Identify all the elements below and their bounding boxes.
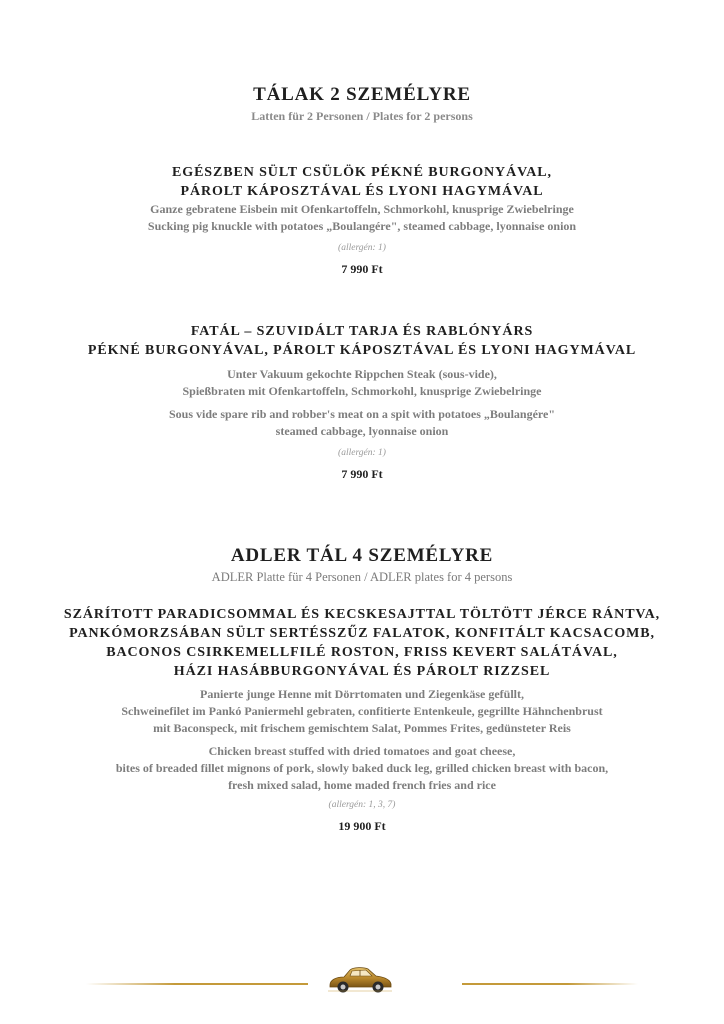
dish-title-line: EGÉSZBEN SÜLT CSÜLÖK PÉKNÉ BURGONYÁVAL, <box>172 165 552 180</box>
vintage-car-icon <box>326 965 394 995</box>
dish-description-line: bites of breaded fillet mignons of pork, slowly baked duck leg, grilled chicken breast with bacon, <box>115 761 609 775</box>
section-title: ADLER TÁL 4 SZEMÉLYRE <box>230 545 494 566</box>
dish-item <box>0 322 724 482</box>
dish-price: 7 990 Ft <box>341 262 383 276</box>
section-header-4-persons <box>0 545 724 585</box>
dish-title-line: BACONOS CSIRKEMELLFILÉ ROSTON, FRISS KEVERT SALÁTÁVAL, <box>106 645 618 660</box>
dish-description-line: Sucking pig knuckle with potatoes „Boulangére", steamed cabbage, lyonnaise onion <box>147 219 577 233</box>
dish-description-line: Ganze gebratene Eisbein mit Ofenkartoffeln, Schmorkohl, knusprige Zwiebelringe <box>150 202 574 216</box>
dish-title-line: PÉKNÉ BURGONYÁVAL, PÁROLT KÁPOSZTÁVAL ÉS LYONI HAGYMÁVAL <box>87 343 637 358</box>
dish-description-line: mit Baconspeck, mit frischem gemischtem Salat, Pommes Frites, gedünsteter Reis <box>153 721 571 735</box>
dish-title-line: PÁROLT KÁPOSZTÁVAL ÉS LYONI HAGYMÁVAL <box>180 184 544 199</box>
dish-description-line: Chicken breast stuffed with dried tomatoes and goat cheese, <box>208 744 516 758</box>
allergen-note: (allergén: 1) <box>338 243 386 253</box>
section-subtitle: ADLER Platte für 4 Personen / ADLER plates for 4 persons <box>211 570 513 584</box>
section-header-2-persons <box>0 84 724 124</box>
dish-item <box>0 605 724 834</box>
dish-title-line: HÁZI HASÁBBURGONYÁVAL ÉS PÁROLT RIZZSEL <box>173 664 551 679</box>
dish-description-line: Spießbraten mit Ofenkartoffeln, Schmorkohl, knusprige Zwiebelringe <box>182 384 542 398</box>
dish-price: 19 900 Ft <box>338 819 386 833</box>
dish-description-line: Unter Vakuum gekochte Rippchen Steak (sous-vide), <box>227 367 497 381</box>
dish-item <box>0 163 724 277</box>
allergen-note: (allergén: 1) <box>338 448 386 458</box>
dish-description-line: steamed cabbage, lyonnaise onion <box>275 424 449 438</box>
dish-title-line: FATÁL – SZUVIDÁLT TARJA ÉS RABLÓNYÁRS <box>190 324 534 339</box>
section-subtitle: Latten für 2 Personen / Plates for 2 persons <box>251 109 473 123</box>
dish-description-line: fresh mixed salad, home maded french fries and rice <box>228 778 496 792</box>
dish-description-line: Schweinefilet im Pankó Paniermehl gebraten, confitierte Entenkeule, gegrillte Hähnchenbrust <box>121 704 603 718</box>
dish-title-line: PANKÓMORZSÁBAN SÜLT SERTÉSSZŰZ FALATOK, KONFITÁLT KACSACOMB, <box>69 626 655 641</box>
gold-divider-right <box>462 983 638 985</box>
dish-description-line: Sous vide spare rib and robber's meat on a spit with potatoes „Boulangére" <box>168 407 556 421</box>
dish-title-line: SZÁRÍTOTT PARADICSOMMAL ÉS KECSKESAJTTAL TÖLTÖTT JÉRCE RÁNTVA, <box>63 607 661 622</box>
allergen-note: (allergén: 1, 3, 7) <box>328 800 396 810</box>
section-title: TÁLAK 2 SZEMÉLYRE <box>253 84 471 105</box>
dish-description-line: Panierte junge Henne mit Dörrtomaten und Ziegenkäse gefüllt, <box>200 687 524 701</box>
gold-divider-left <box>86 983 308 985</box>
dish-price: 7 990 Ft <box>341 467 383 481</box>
